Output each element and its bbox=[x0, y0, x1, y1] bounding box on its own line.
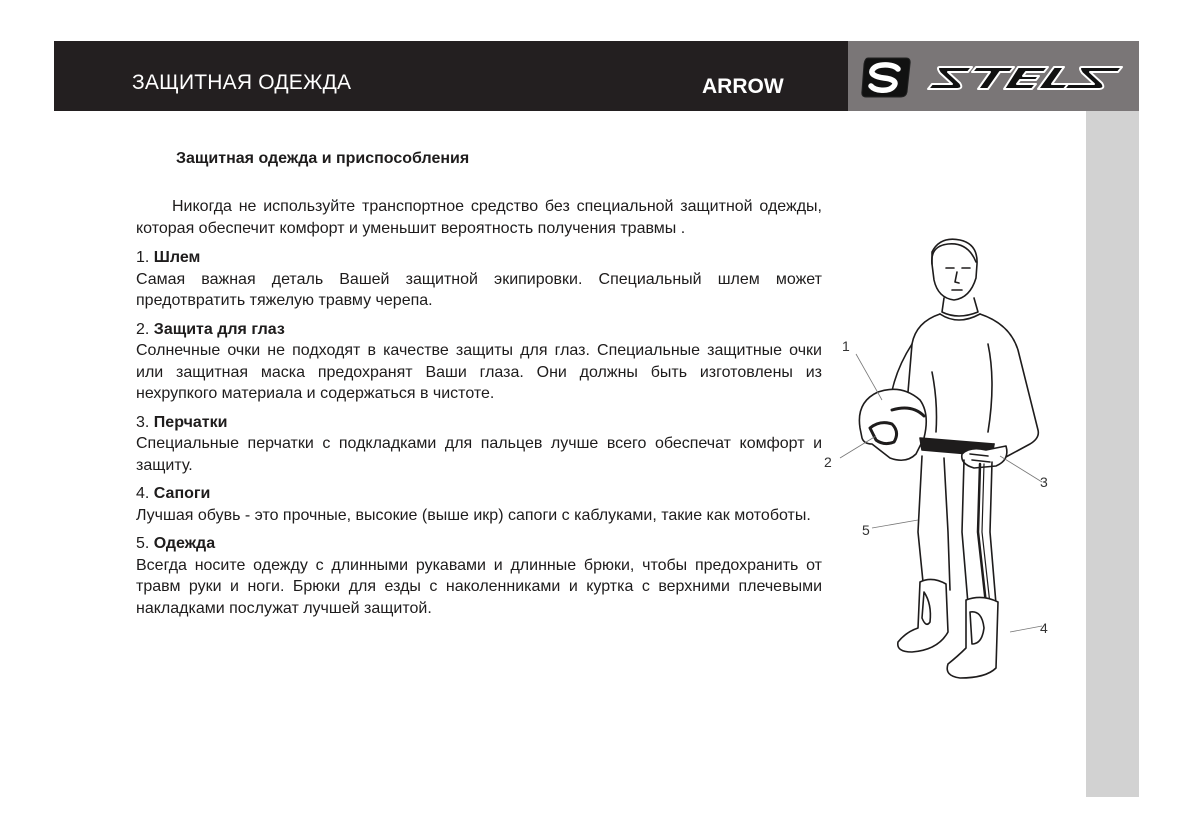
rider-illustration bbox=[820, 232, 1060, 702]
item-title: Защита для глаз bbox=[153, 320, 285, 338]
item-title: Сапоги bbox=[153, 485, 211, 502]
item-title: Одежда bbox=[153, 535, 216, 552]
side-strip bbox=[1086, 111, 1139, 797]
stels-logo bbox=[848, 41, 1139, 111]
header-title: ЗАЩИТНАЯ ОДЕЖДА bbox=[132, 71, 352, 94]
callout-3: 3 bbox=[1040, 474, 1048, 490]
item-title: Шлем bbox=[153, 249, 201, 266]
stels-s-badge-icon bbox=[860, 55, 912, 99]
item-number: 5. bbox=[136, 535, 150, 552]
item-clothing bbox=[136, 533, 822, 619]
intro-paragraph: Никогда не используйте транспортное средство без специальной защитной одежды, которая обеспечит комфорт и уменьшит вероятность получения травмы . bbox=[136, 198, 822, 237]
item-number: 3. bbox=[136, 413, 150, 431]
callout-4: 4 bbox=[1040, 620, 1048, 636]
callout-5: 5 bbox=[862, 522, 870, 538]
model-name: ARROW bbox=[702, 75, 784, 98]
item-text: Специальные перчатки с подкладками для пальцев лучше всего обеспечат комфорт и защиту. bbox=[136, 435, 822, 474]
page-header bbox=[54, 41, 1139, 111]
item-helmet bbox=[136, 247, 822, 312]
section-title: Защитная одежда и приспособления bbox=[176, 150, 470, 167]
item-eye-protection bbox=[136, 319, 822, 405]
item-number: 1. bbox=[136, 249, 150, 266]
callout-2: 2 bbox=[824, 454, 832, 470]
item-boots bbox=[136, 483, 822, 526]
callout-1: 1 bbox=[842, 338, 850, 354]
content-body bbox=[136, 196, 822, 626]
item-gloves bbox=[136, 412, 822, 477]
item-number: 2. bbox=[136, 320, 150, 338]
stels-wordmark-icon bbox=[926, 61, 1126, 95]
item-text: Лучшая обувь - это прочные, высокие (выше икр) сапоги с каблуками, такие как мотоботы. bbox=[136, 506, 811, 524]
item-text: Всегда носите одежду с длинными рукавами и длинные брюки, чтобы предохранить от травм руки и ноги. Брюки для езды с наколенниками и куртка с верхними плечевыми накладками послужат лучшей защитой. bbox=[136, 556, 822, 617]
item-title: Перчатки bbox=[153, 413, 228, 431]
item-text: Солнечные очки не подходят в качестве защиты для глаз. Специальные защитные очки или защитная маска предохранят Ваши глаза. Они должны быть изготовлены из нехрупкого материала и содержаться в чистоте. bbox=[136, 342, 822, 402]
item-text: Самая важная деталь Вашей защитной экипировки. Специальный шлем может предотвратить тяжелую травму черепа. bbox=[136, 270, 822, 309]
item-number: 4. bbox=[136, 485, 150, 502]
rider-figure-icon bbox=[820, 232, 1060, 702]
